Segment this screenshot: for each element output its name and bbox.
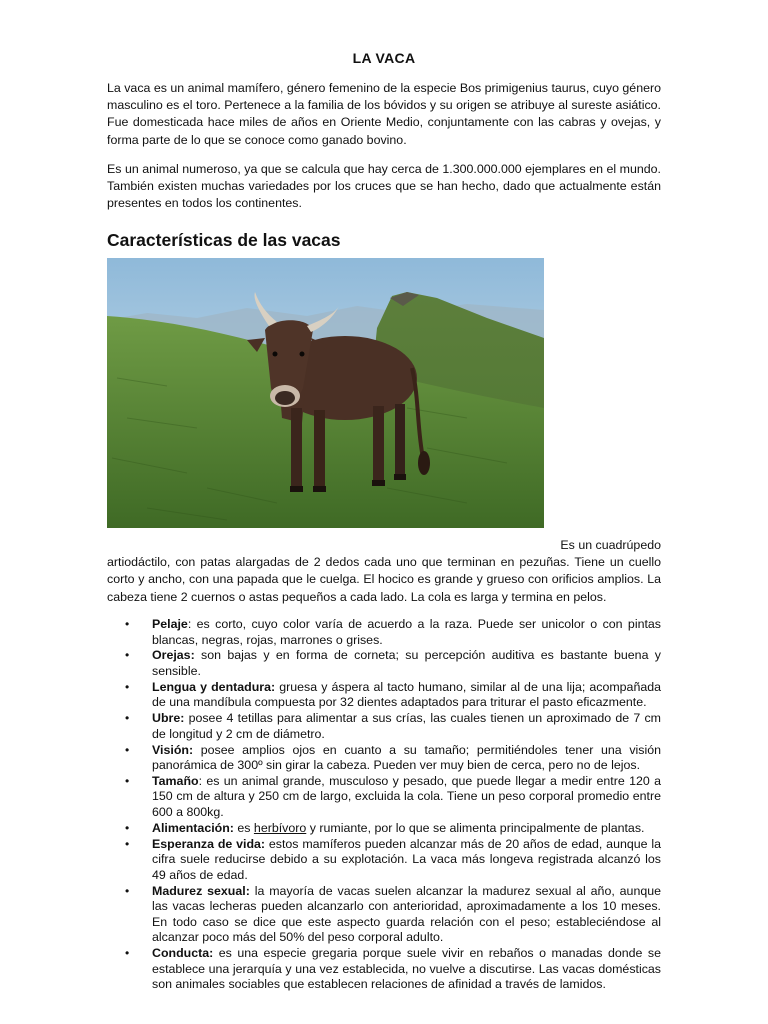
- bullet-text: es corto, cuyo color varía de acuerdo a la raza. Puede ser unicolor o con pintas blancas, negras, rojas, marrones o grises.: [152, 617, 661, 647]
- bullet-term: Visión:: [152, 742, 194, 757]
- bullet-text: posee 4 tetillas para alimentar a sus crías, las cuales tienen un aproximado de 7 cm de longitud y 2 cm de diámetro.: [152, 711, 661, 741]
- bullet-icon: •: [125, 617, 130, 631]
- bullet-text: y rumiante, por lo que se alimenta principalmente de plantas.: [306, 820, 645, 835]
- list-item-orejas: [107, 648, 661, 679]
- bullet-term: Conducta:: [152, 946, 214, 961]
- bullet-icon: •: [125, 836, 130, 851]
- list-item-madurez: [107, 884, 661, 946]
- list-item-esperanza: [107, 837, 661, 884]
- bullet-term: Orejas:: [152, 648, 195, 663]
- list-item-alimentacion: [107, 821, 661, 837]
- bullet-icon: •: [125, 648, 130, 663]
- bullet-term: Pelaje: [152, 617, 188, 631]
- bullet-icon: •: [125, 820, 130, 835]
- document-title: LA VACA: [352, 50, 416, 66]
- intro-paragraph-1: La vaca es un animal mamífero, género femenino de la especie Bos primigenius taurus, cuyo género masculino es el toro. Pertenece a la familia de los bóvidos y su origen se atribuye al sureste asiático. Fue domesticada hace miles de años en Oriente Medio, conjuntamente con las cabras y ovejas, y forma parte de lo que se conoce como ganado bovino.: [107, 81, 661, 147]
- bullet-icon: •: [125, 773, 130, 788]
- bullet-text-before: es: [233, 820, 254, 835]
- bullet-sep: :: [187, 617, 192, 631]
- bullet-term: Alimentación:: [152, 820, 234, 835]
- bullet-term: Esperanza de vida:: [152, 836, 266, 851]
- list-item-vision: [107, 743, 661, 774]
- list-item-lengua: [107, 680, 661, 711]
- bullet-text: son bajas y en forma de corneta; su percepción auditiva es bastante buena y sensible.: [152, 648, 661, 678]
- bullet-term: Madurez sexual:: [152, 883, 250, 898]
- list-item-tamano: [107, 774, 661, 821]
- herbivoro-link[interactable]: herbívoro: [253, 820, 307, 835]
- list-item-conducta: [107, 946, 661, 993]
- bullet-icon: •: [125, 679, 130, 694]
- bullet-icon: •: [125, 883, 130, 898]
- intro-paragraph-2: Es un animal numeroso, ya que se calcula que hay cerca de 1.300.000.000 ejemplares en el mundo. También existen muchas variedades por los cruces que se han hecho, dado que actualmente están presentes en todos los continentes.: [107, 162, 661, 211]
- description-lead: Es un cuadrúpedo: [560, 538, 661, 552]
- bullet-text: posee amplios ojos en cuanto a su tamaño; permitiéndoles tener una visión panorámica de 300º sin girar la cabeza. Pueden ver muy bien de cerca, pero no de lejos.: [152, 742, 661, 773]
- bullet-text: la mayoría de vacas suelen alcanzar la madurez sexual al año, aunque las vacas lecheras pueden alcanzarlo con anterioridad, aproximadamente a los 10 meses. En todo caso se dice que este aspecto guarda relación con el peso; estableciéndose al alcanzar poco más del 50% del peso corporal adulto.: [152, 883, 662, 945]
- bullet-text: es un animal grande, musculoso y pesado, que puede llegar a medir entre 120 a 150 cm de altura y 250 cm de largo, excluida la cola. Tiene un peso corporal promedio entre 600 a 800kg.: [152, 773, 661, 819]
- bullet-text: estos mamíferos pueden alcanzar más de 20 años de edad, aunque la cifra suele reducirse debido a su explotación. La vaca más longeva registrada alcanzó los 49 años de edad.: [152, 836, 662, 882]
- description-rest: artiodáctilo, con patas alargadas de 2 dedos cada uno que terminan en pezuñas. Tiene un cuello corto y ancho, con una papada que le cuelga. El hocico es grande y grueso con orificios amplios. La cabeza tiene 2 cuernos o astas pequeños a cada lado. La cola es larga y termina en pelos.: [107, 555, 661, 604]
- bullet-icon: •: [125, 711, 130, 726]
- description-paragraph: [107, 537, 661, 606]
- list-item-ubre: [107, 711, 661, 742]
- cow-photo: [107, 258, 544, 528]
- bullet-icon: •: [125, 742, 130, 757]
- bullet-sep: :: [198, 773, 203, 788]
- bullet-term: Lengua y dentadura:: [152, 679, 276, 694]
- bullet-term: Ubre:: [152, 711, 185, 726]
- bullet-text: gruesa y áspera al tacto humano, similar al de una lija; acompañada de una mandíbula compuesta por 32 dientes adaptados para triturar el pasto eficazmente.: [152, 679, 662, 710]
- bullet-icon: •: [125, 946, 130, 961]
- section-heading: Características de las vacas: [107, 230, 341, 250]
- list-item-pelaje: [107, 617, 661, 648]
- characteristics-list: [107, 617, 661, 993]
- bullet-term: Tamaño: [152, 773, 199, 788]
- bullet-text: es una especie gregaria porque suele vivir en rebaños o manadas donde se establece una jerarquía y una vez establecida, no vuelve a discutirse. Las vacas domésticas son animales sociables que establecen relaciones de afinidad a través de lamidos.: [152, 946, 661, 992]
